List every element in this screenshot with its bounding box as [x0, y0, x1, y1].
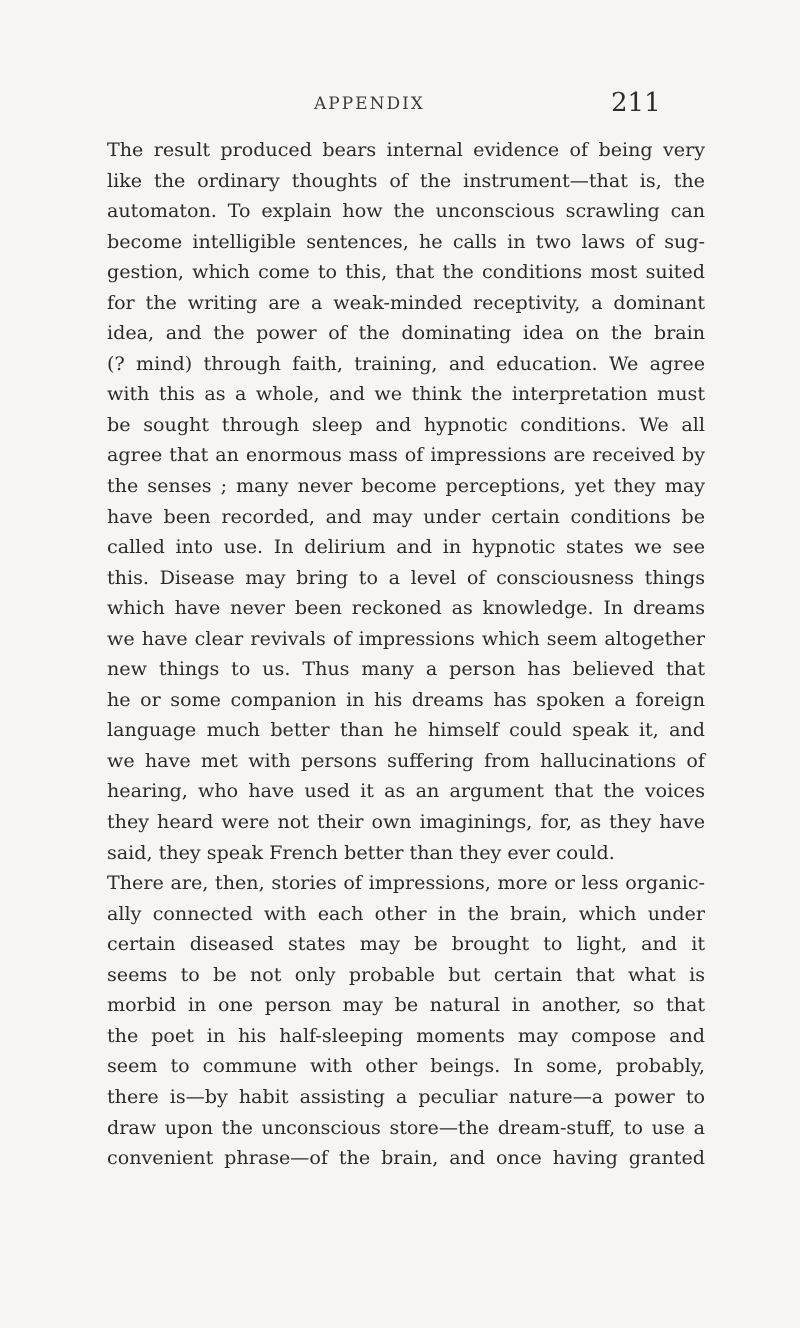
text-line: new things to us. Thus many a person has believed that [107, 657, 705, 681]
text-line: The result produced bears internal evidence of being very [107, 138, 705, 161]
text-line: agree that an enormous mass of impressions are received by [107, 443, 705, 467]
text-line: like the ordinary thoughts of the instrument—that is, the [107, 168, 705, 192]
text-line: idea, and the power of the dominating idea on the brain [107, 321, 705, 345]
text-line: the poet in his half-sleeping moments may compose and [107, 1023, 705, 1047]
text-line: morbid in one person may be natural in another, so that [107, 993, 705, 1017]
text-line: certain diseased states may be brought to light, and it [107, 932, 705, 956]
text-line: he or some companion in his dreams has spoken a foreign [107, 687, 705, 711]
text-line: for the writing are a weak-minded receptivity, a dominant [107, 290, 705, 314]
text-line: we have met with persons suffering from hallucinations of [107, 748, 705, 772]
text-line: ally connected with each other in the brain, which under [107, 901, 705, 925]
text-line: seem to commune with other beings. In some, probably, [107, 1054, 705, 1078]
text-line: draw upon the unconscious store—the dream-stuff, to use a [107, 1115, 705, 1139]
text-line: they heard were not their own imaginings, for, as they have [107, 810, 705, 834]
text-line: which have never been reckoned as knowledge. In dreams [107, 596, 705, 620]
text-line: hearing, who have used it as an argument that the voices [107, 779, 705, 803]
text-line: be sought through sleep and hypnotic conditions. We all [107, 412, 705, 436]
text-line: there is—by habit assisting a peculiar nature—a power to [107, 1084, 705, 1108]
text-line: (? mind) through faith, training, and education. We agree [107, 351, 705, 375]
text-line: have been recorded, and may under certain conditions be [107, 504, 705, 528]
text-line: said, they speak French better than they ever could. [107, 840, 615, 864]
text-line: called into use. In delirium and in hypnotic states we see [107, 535, 705, 559]
text-line: language much better than he himself could speak it, and [107, 718, 705, 742]
running-head: APPENDIX [314, 94, 425, 114]
text-line: seems to be not only probable but certain that what is [107, 962, 705, 986]
text-line: convenient phrase—of the brain, and once having granted [107, 1146, 705, 1170]
text-line: gestion, which come to this, that the conditions most suited [107, 260, 705, 284]
text-line: we have clear revivals of impressions which seem altogether [107, 626, 705, 650]
text-line: with this as a whole, and we think the interpretation must [107, 382, 705, 406]
page-number: 211 [611, 88, 661, 118]
text-line: the senses ; many never become perceptions, yet they may [107, 474, 705, 498]
text-line: There are, then, stories of impressions, more or less organic- [107, 871, 705, 895]
text-line: this. Disease may bring to a level of consciousness things [107, 565, 705, 589]
body-paragraph [107, 135, 705, 1174]
text-line: automaton. To explain how the unconscious scrawling can [107, 199, 705, 223]
text-line: become intelligible sentences, he calls in two laws of sug- [107, 229, 705, 253]
